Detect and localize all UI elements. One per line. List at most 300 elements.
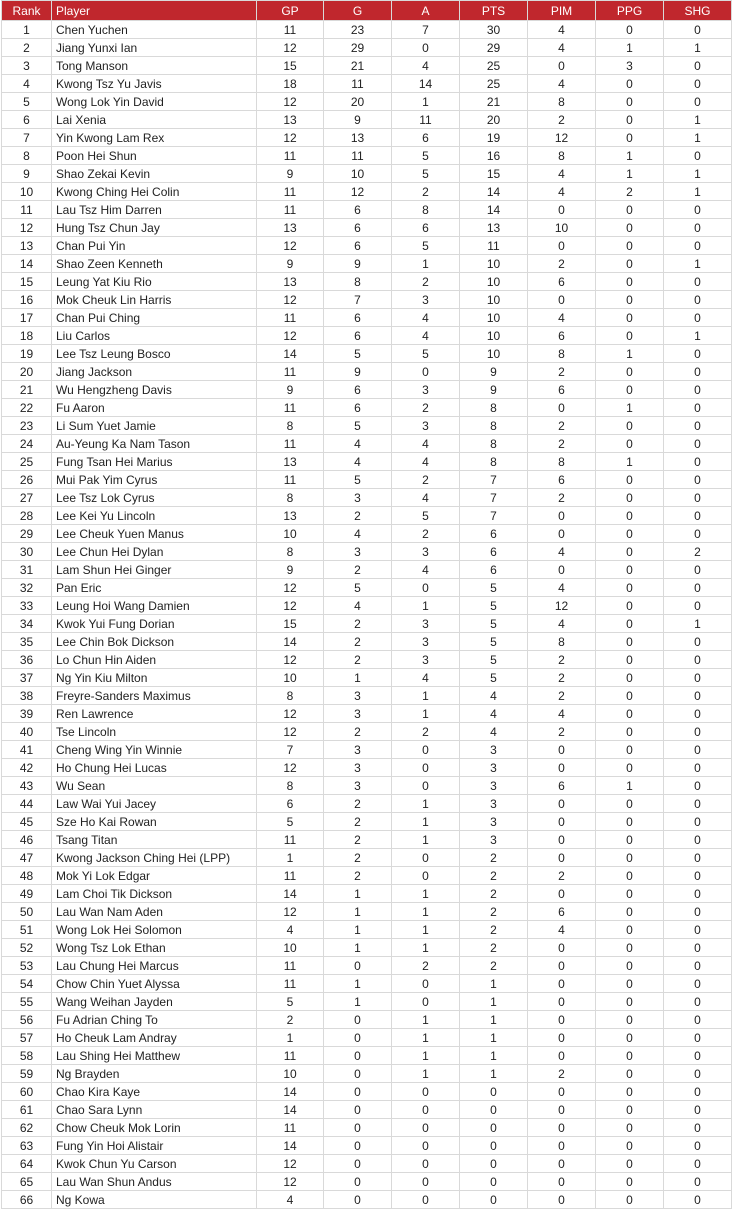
cell-shg: 0 (664, 975, 732, 993)
cell-gp: 14 (257, 885, 324, 903)
cell-gp: 12 (257, 291, 324, 309)
cell-pim: 0 (528, 201, 596, 219)
cell-pim: 2 (528, 111, 596, 129)
cell-g: 3 (324, 489, 392, 507)
cell-pts: 9 (460, 381, 528, 399)
cell-gp: 12 (257, 1173, 324, 1191)
cell-pts: 0 (460, 1173, 528, 1191)
cell-pts: 1 (460, 1047, 528, 1065)
column-header-g[interactable]: G (324, 1, 392, 21)
cell-gp: 1 (257, 1029, 324, 1047)
cell-g: 0 (324, 1065, 392, 1083)
table-row (2, 507, 732, 525)
cell-rank: 53 (2, 957, 52, 975)
cell-a: 0 (392, 1137, 460, 1155)
cell-g: 5 (324, 579, 392, 597)
cell-player: Tong Manson (52, 57, 257, 75)
cell-g: 1 (324, 993, 392, 1011)
cell-g: 7 (324, 291, 392, 309)
cell-a: 4 (392, 309, 460, 327)
cell-g: 11 (324, 147, 392, 165)
cell-pts: 1 (460, 975, 528, 993)
cell-gp: 12 (257, 129, 324, 147)
cell-pim: 0 (528, 957, 596, 975)
cell-gp: 9 (257, 381, 324, 399)
cell-rank: 38 (2, 687, 52, 705)
cell-gp: 12 (257, 237, 324, 255)
cell-ppg: 0 (596, 957, 664, 975)
cell-a: 1 (392, 921, 460, 939)
cell-pim: 0 (528, 795, 596, 813)
cell-gp: 8 (257, 417, 324, 435)
cell-a: 5 (392, 345, 460, 363)
table-row (2, 1137, 732, 1155)
cell-shg: 0 (664, 57, 732, 75)
cell-player: Lau Shing Hei Matthew (52, 1047, 257, 1065)
table-header (2, 1, 732, 21)
cell-g: 3 (324, 759, 392, 777)
cell-ppg: 0 (596, 705, 664, 723)
cell-a: 3 (392, 615, 460, 633)
cell-a: 2 (392, 399, 460, 417)
table-row (2, 813, 732, 831)
cell-g: 3 (324, 741, 392, 759)
cell-g: 3 (324, 687, 392, 705)
cell-ppg: 0 (596, 1083, 664, 1101)
cell-pim: 0 (528, 849, 596, 867)
cell-a: 4 (392, 669, 460, 687)
cell-shg: 0 (664, 1173, 732, 1191)
cell-shg: 0 (664, 723, 732, 741)
cell-rank: 22 (2, 399, 52, 417)
cell-player: Liu Carlos (52, 327, 257, 345)
cell-pts: 8 (460, 417, 528, 435)
cell-gp: 13 (257, 219, 324, 237)
cell-player: Chao Kira Kaye (52, 1083, 257, 1101)
cell-g: 3 (324, 777, 392, 795)
table-row (2, 111, 732, 129)
cell-gp: 12 (257, 651, 324, 669)
cell-gp: 14 (257, 1137, 324, 1155)
cell-ppg: 1 (596, 39, 664, 57)
cell-rank: 35 (2, 633, 52, 651)
cell-player: Chow Cheuk Mok Lorin (52, 1119, 257, 1137)
cell-a: 3 (392, 651, 460, 669)
cell-ppg: 1 (596, 345, 664, 363)
cell-shg: 0 (664, 1065, 732, 1083)
table-row (2, 201, 732, 219)
table-row (2, 1191, 732, 1209)
cell-a: 0 (392, 579, 460, 597)
cell-rank: 23 (2, 417, 52, 435)
cell-a: 3 (392, 633, 460, 651)
cell-ppg: 0 (596, 201, 664, 219)
cell-ppg: 0 (596, 309, 664, 327)
cell-player: Fu Aaron (52, 399, 257, 417)
cell-pts: 8 (460, 435, 528, 453)
cell-pim: 2 (528, 435, 596, 453)
table-row (2, 1011, 732, 1029)
cell-g: 1 (324, 939, 392, 957)
cell-shg: 0 (664, 939, 732, 957)
cell-player: Ng Brayden (52, 1065, 257, 1083)
cell-pim: 0 (528, 993, 596, 1011)
cell-a: 4 (392, 489, 460, 507)
cell-a: 0 (392, 1191, 460, 1209)
cell-rank: 52 (2, 939, 52, 957)
cell-g: 9 (324, 111, 392, 129)
cell-a: 1 (392, 795, 460, 813)
cell-shg: 0 (664, 435, 732, 453)
cell-a: 4 (392, 57, 460, 75)
table-row (2, 453, 732, 471)
cell-rank: 28 (2, 507, 52, 525)
cell-gp: 12 (257, 1155, 324, 1173)
cell-ppg: 0 (596, 1011, 664, 1029)
cell-g: 2 (324, 615, 392, 633)
cell-a: 1 (392, 687, 460, 705)
cell-player: Mok Cheuk Lin Harris (52, 291, 257, 309)
cell-pim: 2 (528, 255, 596, 273)
cell-g: 9 (324, 363, 392, 381)
cell-player: Lo Chun Hin Aiden (52, 651, 257, 669)
cell-pts: 15 (460, 165, 528, 183)
cell-a: 0 (392, 993, 460, 1011)
cell-ppg: 3 (596, 57, 664, 75)
cell-pim: 2 (528, 723, 596, 741)
cell-player: Lau Tsz Him Darren (52, 201, 257, 219)
cell-ppg: 0 (596, 633, 664, 651)
cell-pts: 7 (460, 489, 528, 507)
cell-gp: 12 (257, 759, 324, 777)
cell-ppg: 0 (596, 1101, 664, 1119)
cell-player: Chan Pui Yin (52, 237, 257, 255)
table-row (2, 471, 732, 489)
cell-player: Ren Lawrence (52, 705, 257, 723)
cell-player: Fu Adrian Ching To (52, 1011, 257, 1029)
cell-rank: 32 (2, 579, 52, 597)
cell-g: 4 (324, 453, 392, 471)
cell-ppg: 0 (596, 759, 664, 777)
cell-pim: 4 (528, 309, 596, 327)
cell-g: 2 (324, 561, 392, 579)
table-row (2, 885, 732, 903)
cell-player: Ho Chung Hei Lucas (52, 759, 257, 777)
cell-rank: 40 (2, 723, 52, 741)
cell-player: Wang Weihan Jayden (52, 993, 257, 1011)
table-row (2, 327, 732, 345)
cell-pts: 14 (460, 201, 528, 219)
cell-rank: 8 (2, 147, 52, 165)
table-row (2, 597, 732, 615)
cell-gp: 8 (257, 777, 324, 795)
cell-pts: 1 (460, 993, 528, 1011)
cell-g: 3 (324, 705, 392, 723)
cell-pim: 8 (528, 147, 596, 165)
cell-pts: 10 (460, 327, 528, 345)
cell-g: 6 (324, 201, 392, 219)
cell-pts: 3 (460, 741, 528, 759)
cell-shg: 0 (664, 885, 732, 903)
cell-g: 1 (324, 885, 392, 903)
cell-rank: 50 (2, 903, 52, 921)
cell-pim: 0 (528, 291, 596, 309)
cell-gp: 10 (257, 1065, 324, 1083)
cell-pts: 10 (460, 255, 528, 273)
cell-player: Chan Pui Ching (52, 309, 257, 327)
table-row (2, 147, 732, 165)
table-row (2, 831, 732, 849)
cell-shg: 0 (664, 471, 732, 489)
cell-g: 0 (324, 1173, 392, 1191)
cell-pts: 1 (460, 1029, 528, 1047)
column-header-a[interactable]: A (392, 1, 460, 21)
cell-gp: 11 (257, 309, 324, 327)
cell-ppg: 0 (596, 1173, 664, 1191)
cell-gp: 11 (257, 867, 324, 885)
cell-pts: 2 (460, 921, 528, 939)
cell-rank: 30 (2, 543, 52, 561)
cell-gp: 12 (257, 903, 324, 921)
cell-pim: 0 (528, 237, 596, 255)
cell-a: 1 (392, 1047, 460, 1065)
cell-ppg: 0 (596, 111, 664, 129)
cell-shg: 0 (664, 1011, 732, 1029)
cell-pts: 5 (460, 651, 528, 669)
cell-ppg: 0 (596, 795, 664, 813)
cell-rank: 46 (2, 831, 52, 849)
cell-player: Leung Hoi Wang Damien (52, 597, 257, 615)
cell-gp: 10 (257, 525, 324, 543)
cell-pim: 4 (528, 543, 596, 561)
cell-rank: 58 (2, 1047, 52, 1065)
cell-pim: 4 (528, 75, 596, 93)
table-row (2, 1047, 732, 1065)
cell-g: 4 (324, 525, 392, 543)
cell-a: 3 (392, 291, 460, 309)
cell-g: 2 (324, 867, 392, 885)
player-stats-table (1, 0, 732, 1209)
cell-g: 6 (324, 219, 392, 237)
cell-shg: 0 (664, 75, 732, 93)
column-header-pts[interactable]: PTS (460, 1, 528, 21)
cell-player: Kwok Yui Fung Dorian (52, 615, 257, 633)
cell-a: 14 (392, 75, 460, 93)
cell-pts: 3 (460, 759, 528, 777)
cell-ppg: 0 (596, 1155, 664, 1173)
table-row (2, 1155, 732, 1173)
cell-pts: 6 (460, 561, 528, 579)
table-row (2, 723, 732, 741)
cell-pts: 10 (460, 309, 528, 327)
cell-shg: 1 (664, 111, 732, 129)
cell-player: Pan Eric (52, 579, 257, 597)
cell-rank: 42 (2, 759, 52, 777)
table-row (2, 345, 732, 363)
cell-a: 1 (392, 597, 460, 615)
table-row (2, 561, 732, 579)
cell-pts: 16 (460, 147, 528, 165)
table-row (2, 417, 732, 435)
column-header-player[interactable]: Player (52, 1, 257, 21)
column-header-shg[interactable]: SHG (664, 1, 732, 21)
cell-player: Lee Chun Hei Dylan (52, 543, 257, 561)
cell-a: 0 (392, 1119, 460, 1137)
cell-pim: 4 (528, 183, 596, 201)
cell-pim: 2 (528, 687, 596, 705)
cell-ppg: 0 (596, 237, 664, 255)
cell-pts: 4 (460, 723, 528, 741)
column-header-gp[interactable]: GP (257, 1, 324, 21)
cell-pim: 0 (528, 525, 596, 543)
cell-player: Leung Yat Kiu Rio (52, 273, 257, 291)
cell-gp: 4 (257, 1191, 324, 1209)
cell-player: Lau Chung Hei Marcus (52, 957, 257, 975)
cell-g: 3 (324, 543, 392, 561)
cell-g: 2 (324, 507, 392, 525)
cell-shg: 0 (664, 1191, 732, 1209)
cell-rank: 26 (2, 471, 52, 489)
cell-pts: 4 (460, 705, 528, 723)
cell-gp: 9 (257, 255, 324, 273)
cell-g: 0 (324, 1137, 392, 1155)
cell-player: Wong Tsz Lok Ethan (52, 939, 257, 957)
cell-g: 23 (324, 21, 392, 39)
cell-pts: 0 (460, 1101, 528, 1119)
column-header-ppg[interactable]: PPG (596, 1, 664, 21)
cell-g: 2 (324, 723, 392, 741)
cell-rank: 45 (2, 813, 52, 831)
cell-a: 0 (392, 363, 460, 381)
cell-pts: 2 (460, 849, 528, 867)
cell-pts: 3 (460, 813, 528, 831)
cell-rank: 1 (2, 21, 52, 39)
cell-rank: 7 (2, 129, 52, 147)
cell-a: 2 (392, 957, 460, 975)
cell-g: 2 (324, 849, 392, 867)
cell-ppg: 0 (596, 813, 664, 831)
cell-ppg: 0 (596, 885, 664, 903)
cell-ppg: 1 (596, 147, 664, 165)
cell-g: 6 (324, 399, 392, 417)
cell-ppg: 0 (596, 597, 664, 615)
cell-pim: 0 (528, 939, 596, 957)
cell-pts: 5 (460, 597, 528, 615)
cell-player: Lau Wan Shun Andus (52, 1173, 257, 1191)
cell-player: Cheng Wing Yin Winnie (52, 741, 257, 759)
cell-rank: 14 (2, 255, 52, 273)
cell-shg: 0 (664, 507, 732, 525)
cell-pts: 6 (460, 543, 528, 561)
column-header-pim[interactable]: PIM (528, 1, 596, 21)
cell-gp: 8 (257, 489, 324, 507)
cell-shg: 0 (664, 633, 732, 651)
cell-gp: 10 (257, 669, 324, 687)
cell-ppg: 0 (596, 471, 664, 489)
cell-pim: 0 (528, 507, 596, 525)
cell-a: 1 (392, 1029, 460, 1047)
cell-shg: 0 (664, 651, 732, 669)
cell-player: Mok Yi Lok Edgar (52, 867, 257, 885)
table-row (2, 633, 732, 651)
cell-a: 5 (392, 507, 460, 525)
cell-gp: 11 (257, 147, 324, 165)
cell-shg: 0 (664, 849, 732, 867)
cell-ppg: 0 (596, 291, 664, 309)
cell-gp: 18 (257, 75, 324, 93)
cell-shg: 0 (664, 921, 732, 939)
cell-shg: 0 (664, 1119, 732, 1137)
cell-g: 2 (324, 795, 392, 813)
cell-pim: 2 (528, 489, 596, 507)
cell-a: 0 (392, 867, 460, 885)
cell-rank: 57 (2, 1029, 52, 1047)
cell-rank: 55 (2, 993, 52, 1011)
cell-gp: 5 (257, 813, 324, 831)
cell-player: Li Sum Yuet Jamie (52, 417, 257, 435)
cell-shg: 0 (664, 1083, 732, 1101)
cell-g: 0 (324, 1083, 392, 1101)
cell-gp: 14 (257, 1101, 324, 1119)
cell-ppg: 0 (596, 363, 664, 381)
cell-a: 1 (392, 813, 460, 831)
cell-pim: 2 (528, 1065, 596, 1083)
cell-pim: 0 (528, 399, 596, 417)
cell-pts: 5 (460, 633, 528, 651)
cell-ppg: 0 (596, 1191, 664, 1209)
cell-player: Tse Lincoln (52, 723, 257, 741)
cell-pim: 4 (528, 579, 596, 597)
cell-pts: 8 (460, 399, 528, 417)
table-body (2, 21, 732, 1209)
cell-ppg: 0 (596, 507, 664, 525)
cell-rank: 18 (2, 327, 52, 345)
cell-pts: 0 (460, 1119, 528, 1137)
cell-pim: 0 (528, 1119, 596, 1137)
column-header-rank[interactable]: Rank (2, 1, 52, 21)
cell-pts: 19 (460, 129, 528, 147)
cell-a: 7 (392, 21, 460, 39)
cell-shg: 1 (664, 327, 732, 345)
cell-gp: 11 (257, 831, 324, 849)
table-row (2, 867, 732, 885)
cell-gp: 11 (257, 435, 324, 453)
cell-gp: 11 (257, 363, 324, 381)
cell-player: Lee Kei Yu Lincoln (52, 507, 257, 525)
cell-pts: 7 (460, 507, 528, 525)
cell-player: Hung Tsz Chun Jay (52, 219, 257, 237)
table-row (2, 543, 732, 561)
cell-rank: 60 (2, 1083, 52, 1101)
cell-ppg: 0 (596, 489, 664, 507)
cell-a: 6 (392, 219, 460, 237)
cell-a: 0 (392, 759, 460, 777)
cell-pim: 0 (528, 831, 596, 849)
cell-pim: 4 (528, 21, 596, 39)
cell-ppg: 0 (596, 579, 664, 597)
cell-player: Tsang Titan (52, 831, 257, 849)
cell-gp: 12 (257, 93, 324, 111)
cell-gp: 11 (257, 183, 324, 201)
cell-a: 0 (392, 975, 460, 993)
cell-a: 3 (392, 417, 460, 435)
cell-ppg: 1 (596, 165, 664, 183)
cell-pim: 0 (528, 1191, 596, 1209)
cell-gp: 13 (257, 111, 324, 129)
table-row (2, 255, 732, 273)
cell-rank: 19 (2, 345, 52, 363)
cell-rank: 5 (2, 93, 52, 111)
